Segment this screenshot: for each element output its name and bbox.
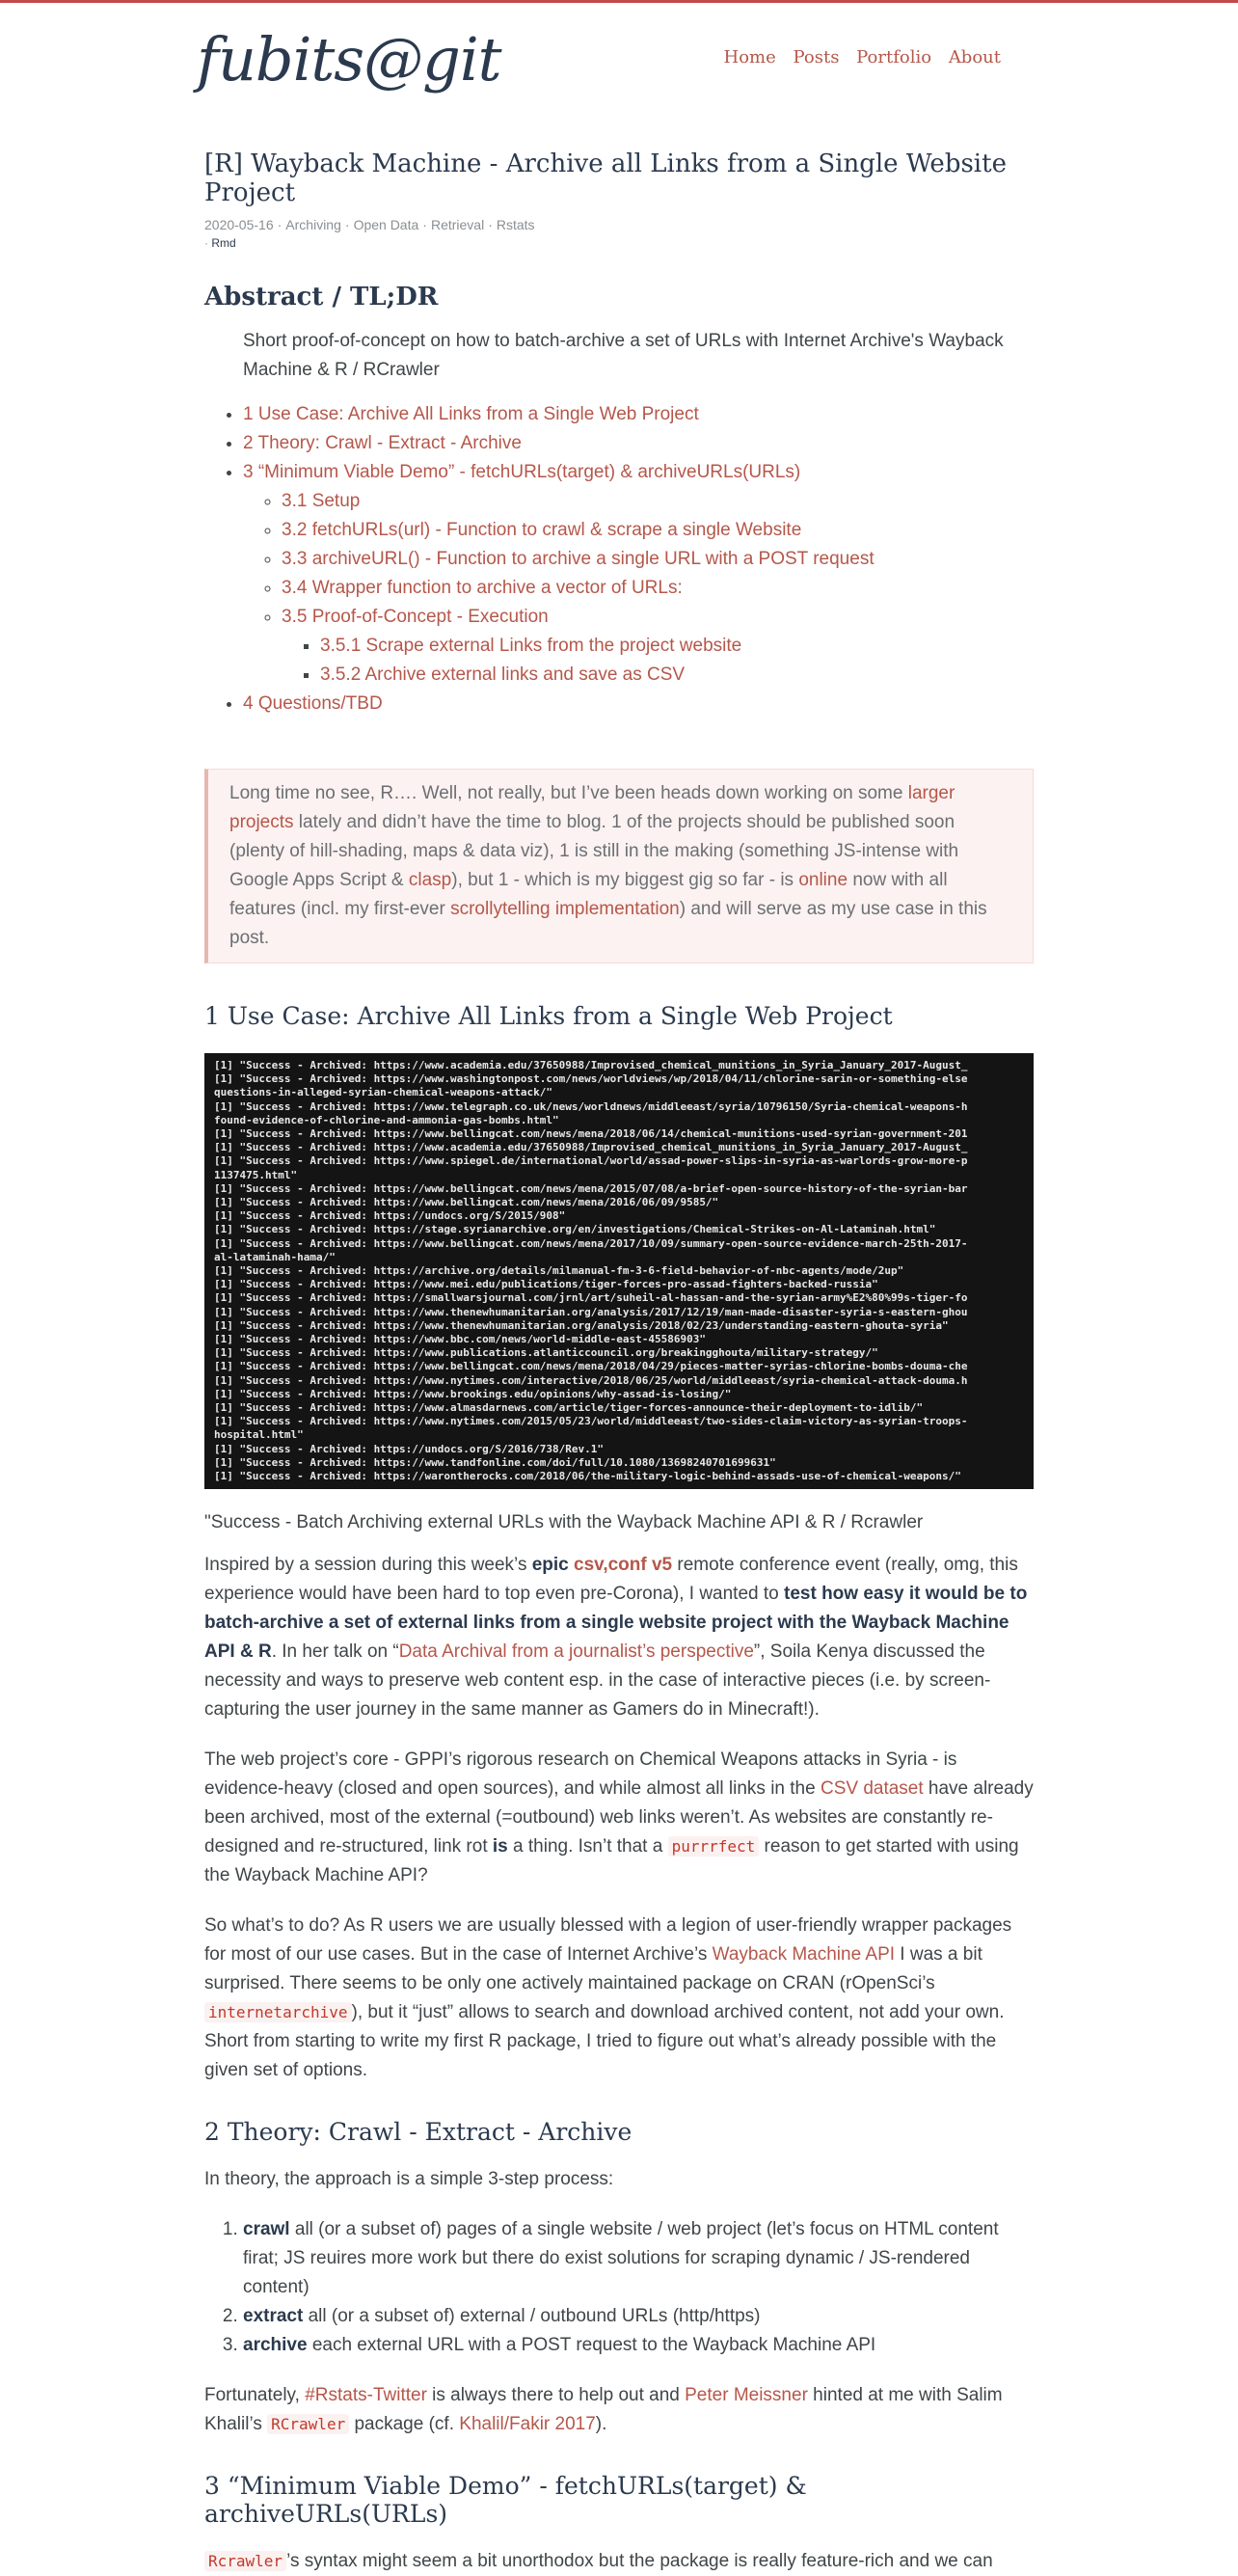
toc-link-3-2[interactable]: 3.2 fetchURLs(url) - Function to crawl & scrape a single Website [282, 520, 802, 540]
inline-code-rcrawler: Rcrawler [204, 2551, 286, 2571]
intro-callout [204, 769, 1034, 963]
terminal-line: [1] "Success - Archived: https://www.telegraph.co.uk/news/worldnews/middleeast/syria/10796150/Syria-chemical-weapons-h [214, 1099, 968, 1113]
paragraph-inspired [204, 1551, 1034, 1724]
csv-dataset-link[interactable]: CSV dataset [820, 1778, 924, 1799]
list-item [243, 2215, 1034, 2302]
toc-link-3-4[interactable]: 3.4 Wrapper function to archive a vector of URLs: [282, 578, 683, 598]
tag-retrieval[interactable]: Retrieval [430, 217, 485, 232]
paragraph-theory-intro: In theory, the approach is a simple 3-step process: [204, 2169, 614, 2189]
paragraph-text: a thing. Isn’t that a [507, 1836, 668, 1857]
page-container [197, 3, 1034, 2576]
terminal-line: hospital.html" [214, 1428, 304, 1442]
bold-text: test how easy it would be to batch-archive a set of external links from a single website project with the Wayback Machine API & R [204, 1584, 1028, 1662]
terminal-line: [1] "Success - Archived: https://www.bellingcat.com/news/mena/2015/07/08/a-brief-open-source-history-of-the-syrian-bar [214, 1181, 968, 1195]
paragraph-text: Inspired by a session during this week’s [204, 1555, 532, 1575]
terminal-line: [1] "Success - Archived: https://www.bbc.com/news/world-middle-east-45586903" [214, 1333, 706, 1346]
inline-code-rcrawler: RCrawler [267, 2414, 349, 2434]
wayback-api-link[interactable]: Wayback Machine API [712, 1944, 896, 1965]
figure-caption: "Success - Batch Archiving external URLs with the Wayback Machine API & R / Rcrawler [204, 1512, 924, 1532]
terminal-line: [1] "Success - Archived: https://www.nytimes.com/2015/05/23/world/middleeast/two-sides-claim-victory-as-syrian-troops- [214, 1415, 968, 1428]
tag-archiving[interactable]: Archiving [285, 217, 341, 232]
paragraph-web-project [204, 1746, 1034, 1890]
site-header [197, 3, 1034, 138]
paragraph-text: ’s syntax might seem a bit unorthodox but the package is really feature-rich and we can [286, 2551, 993, 2571]
step-text: each external URL with a POST request to the Wayback Machine API [307, 2335, 876, 2355]
paragraph-whats-to-do [204, 1912, 1034, 2085]
callout-text: lately and didn’t have the time to blog. 1 of the projects should be published soon (plenty of hill-shading, maps & data viz), 1 is still in the making (something JS-intense with Google Apps Script & [229, 812, 959, 890]
list-item [243, 2331, 1034, 2360]
paragraph-rcrawler-syntax [204, 2547, 1034, 2576]
terminal-line: [1] "Success - Archived: https://undocs.org/S/2015/908" [214, 1209, 566, 1223]
bold-text: is [492, 1836, 508, 1857]
toc-link-1[interactable]: 1 Use Case: Archive All Links from a Single Web Project [243, 404, 699, 424]
main-nav [713, 47, 1002, 68]
callout-text: Long time no see, R…. Well, not really, but I’ve been heads down working on some [229, 783, 908, 803]
process-steps-list [204, 2215, 1034, 2360]
terminal-line: [1] "Success - Archived: https://www.thenewhumanitarian.org/analysis/2017/12/19/man-made-disaster-syria-s-eastern-ghou [214, 1305, 968, 1318]
terminal-line: [1] "Success - Archived: https://stage.syrianarchive.org/en/investigations/Chemical-Strikes-on-Al-Lataminah.html" [214, 1223, 936, 1236]
paragraph-text: ). [595, 2414, 607, 2434]
nav-home[interactable]: Home [723, 47, 776, 68]
terminal-line: [1] "Success - Archived: https://www.bellingcat.com/news/mena/2016/06/09/9585/" [214, 1196, 719, 1209]
nav-about[interactable]: About [948, 47, 1001, 68]
terminal-line: [1] "Success - Archived: https://www.tandfonline.com/doi/full/10.1080/13698240701699631" [214, 1455, 776, 1469]
inline-code-internetarchive: internetarchive [204, 2002, 352, 2022]
peter-meissner-link[interactable]: Peter Meissner [685, 2385, 808, 2405]
paragraph-text: is always there to help out and [426, 2385, 686, 2405]
terminal-line: [1] "Success - Archived: https://www.academia.edu/37650988/Improvised_chemical_munitions_in_Syria_January_2017-August_ [214, 1059, 968, 1071]
online-link[interactable]: online [798, 870, 848, 890]
step-label: archive [243, 2335, 308, 2355]
callout-text: ) and will serve as my use case in this post. [229, 899, 987, 948]
toc-link-3-5-1[interactable]: 3.5.1 Scrape external Links from the project website [320, 636, 742, 656]
terminal-line: [1] "Success - Archived: https://smallwarsjournal.com/jrnl/art/suheil-al-hassan-and-the-syrian-army%E2%80%99s-tiger-fo [214, 1291, 968, 1305]
paragraph-fortunately [204, 2381, 1034, 2439]
terminal-line: [1] "Success - Archived: https://www.bellingcat.com/news/mena/2017/10/09/summary-open-source-evidence-march-25th-2017- [214, 1236, 968, 1250]
terminal-line: [1] "Success - Archived: https://www.publications.atlanticcouncil.org/breakingghouta/military-strategy/" [214, 1346, 878, 1360]
post-meta-extra: · Rmd [204, 236, 236, 250]
scrollytelling-link[interactable]: scrollytelling implementation [450, 899, 680, 919]
tag-rstats[interactable]: Rstats [496, 217, 535, 232]
terminal-line: [1] "Success - Archived: https://warontherocks.com/2018/06/the-military-logic-behind-assads-use-of-chemical-weapons/" [214, 1470, 961, 1483]
terminal-line: [1] "Success - Archived: https://www.thenewhumanitarian.org/analysis/2018/02/23/understanding-eastern-ghouta-syria" [214, 1318, 949, 1332]
paragraph-text: hinted at me with Salim Khalil’s [204, 2385, 1003, 2434]
nav-portfolio[interactable]: Portfolio [856, 47, 932, 68]
terminal-line: [1] "Success - Archived: https://www.bellingcat.com/news/mena/2018/06/14/chemical-munitions-used-syrian-government-201 [214, 1127, 968, 1141]
terminal-line: 1137475.html" [214, 1168, 298, 1181]
data-archival-talk-link[interactable]: Data Archival from a journalist’s perspective [398, 1641, 754, 1662]
abstract-text: Short proof-of-concept on how to batch-archive a set of URLs with Internet Archive's Wayback Machine & R / RCrawler [243, 331, 1004, 380]
site-logo[interactable]: fubits@git [197, 24, 501, 95]
paragraph-text: reason to get started with using the Wayback Machine API? [204, 1836, 1019, 1885]
section-1-heading: 1 Use Case: Archive All Links from a Single Web Project [204, 1002, 893, 1030]
terminal-line: [1] "Success - Archived: https://www.brookings.edu/opinions/why-assad-is-losing/" [214, 1387, 732, 1400]
paragraph-text: I was a bit surprised. There seems to be only one actively maintained package on CRAN (rOpenSci’s [204, 1944, 982, 1993]
terminal-line: al-lataminah-hama/" [214, 1250, 336, 1263]
section-2-heading: 2 Theory: Crawl - Extract - Archive [204, 2118, 632, 2146]
terminal-line: [1] "Success - Archived: https://www.bellingcat.com/news/mena/2018/04/29/pieces-matter-syrias-chlorine-bombs-douma-che [214, 1360, 968, 1373]
larger-projects-link[interactable]: larger projects [229, 783, 955, 832]
callout-text: now with all features (incl. my first-ever [229, 870, 948, 919]
post-meta: 2020-05-16 · Archiving · Open Data · Retrieval · Rstats [204, 217, 535, 232]
nav-posts[interactable]: Posts [793, 47, 840, 68]
khalil-fakir-link[interactable]: Khalil/Fakir 2017 [459, 2414, 596, 2434]
paragraph-text: The web project’s core - GPPI’s rigorous research on Chemical Weapons attacks in Syria - is evidence-heavy (closed and open sources), and while almost all links in the [204, 1749, 957, 1799]
terminal-line: [1] "Success - Archived: https://undocs.org/S/2016/738/Rev.1" [214, 1442, 604, 1455]
paragraph-text: package (cf. [349, 2414, 460, 2434]
step-text: all (or a subset of) external / outbound URLs (http/https) [303, 2306, 761, 2326]
toc-link-4[interactable]: 4 Questions/TBD [243, 693, 383, 714]
paragraph-text: ”, Soila Kenya discussed the necessity and ways to preserve web content esp. in the case of interactive pieces (i.e. by screen-capturing the user journey in the same manner as Gamers do in Minecraft!). [204, 1641, 991, 1720]
terminal-line: [1] "Success - Archived: https://www.mei.edu/publications/tiger-forces-pro-assad-fighters-backed-russia" [214, 1278, 878, 1291]
paragraph-text: have already been archived, most of the external (=outbound) web links weren’t. As websites are constantly re-designed and re-structured, link rot [204, 1778, 1034, 1857]
step-label: extract [243, 2306, 304, 2326]
post-title: [R] Wayback Machine - Archive all Links from a Single Website Project [204, 149, 1007, 207]
csvconf-link[interactable]: csv,conf v5 [574, 1555, 673, 1575]
toc-link-3-5-2[interactable]: 3.5.2 Archive external links and save as CSV [320, 664, 686, 685]
terminal-line: questions-in-alleged-syrian-chemical-weapons-attack/" [214, 1086, 552, 1099]
terminal-line: [1] "Success - Archived: https://www.nytimes.com/interactive/2018/06/25/world/middleeast/syria-chemical-attack-douma.h [214, 1373, 968, 1387]
rstats-twitter-link[interactable]: #Rstats-Twitter [305, 2385, 427, 2405]
paragraph-text: . In her talk on “ [271, 1641, 399, 1662]
tag-open-data[interactable]: Open Data [353, 217, 419, 232]
tag-rmd[interactable]: Rmd [211, 236, 236, 250]
toc-link-2[interactable]: 2 Theory: Crawl - Extract - Archive [243, 433, 522, 453]
bold-text: epic [531, 1555, 569, 1575]
terminal-line: [1] "Success - Archived: https://archive.org/details/milmanual-fm-3-6-field-behavior-of-nbc-agents/mode/2up" [214, 1264, 904, 1278]
toc-link-3-5[interactable]: 3.5 Proof-of-Concept - Execution [282, 607, 549, 627]
terminal-line: [1] "Success - Archived: https://www.almasdarnews.com/article/tiger-forces-announce-their-deployment-to-idlib/" [214, 1401, 924, 1415]
terminal-line: [1] "Success - Archived: https://www.washingtonpost.com/news/worldviews/wp/2018/04/11/chlorine-sarin-or-something-else [214, 1072, 968, 1086]
list-item [243, 2302, 1034, 2331]
post-date: 2020-05-16 [204, 217, 274, 232]
paragraph-text: So what’s to do? As R users we are usually blessed with a legion of user-friendly wrapper packages for most of our use cases. But in the case of Internet Archive’s [204, 1915, 1012, 1965]
toc-link-3-1[interactable]: 3.1 Setup [282, 491, 361, 511]
paragraph-text: Fortunately, [204, 2385, 306, 2405]
paragraph-text: ), but it “just” allows to search and download archived content, not add your own. Short from starting to write my first R package, I tried to figure out what’s already possible with the given set of options. [204, 2002, 1005, 2080]
terminal-line: [1] "Success - Archived: https://www.academia.edu/37650988/Improvised_chemical_munitions_in_Syria_January_2017-August_ [214, 1141, 968, 1154]
terminal-line: found-evidence-of-chlorine-and-ammonia-gas-bombs.html" [214, 1113, 559, 1126]
inline-code-purrrfect: purrrfect [668, 1836, 760, 1857]
section-3-heading: 3 “Minimum Viable Demo” - fetchURLs(target) & archiveURLs(URLs) [204, 2472, 807, 2528]
callout-text: ), but 1 - which is my biggest gig so far - is [451, 870, 799, 890]
paragraph-text: remote conference event (really, omg, this experience would have been hard to top even pre-Corona), I wanted to [204, 1555, 1018, 1604]
table-of-contents [204, 400, 1034, 719]
abstract-heading: Abstract / TL;DR [204, 283, 439, 312]
clasp-link[interactable]: clasp [408, 870, 452, 890]
terminal-line: [1] "Success - Archived: https://www.spiegel.de/international/world/assad-power-slips-in-syria-as-warlords-grow-more-p [214, 1154, 968, 1168]
toc-link-3[interactable]: 3 “Minimum Viable Demo” - fetchURLs(target) & archiveURLs(URLs) [243, 462, 801, 482]
terminal-screenshot [204, 1053, 1034, 1489]
toc-link-3-3[interactable]: 3.3 archiveURL() - Function to archive a single URL with a POST request [282, 549, 875, 569]
step-text: all (or a subset of) pages of a single website / web project (let’s focus on HTML content firat; JS reuires more work but there do exist solutions for scraping dynamic / JS-rendered content) [243, 2219, 999, 2297]
step-label: crawl [243, 2219, 290, 2239]
